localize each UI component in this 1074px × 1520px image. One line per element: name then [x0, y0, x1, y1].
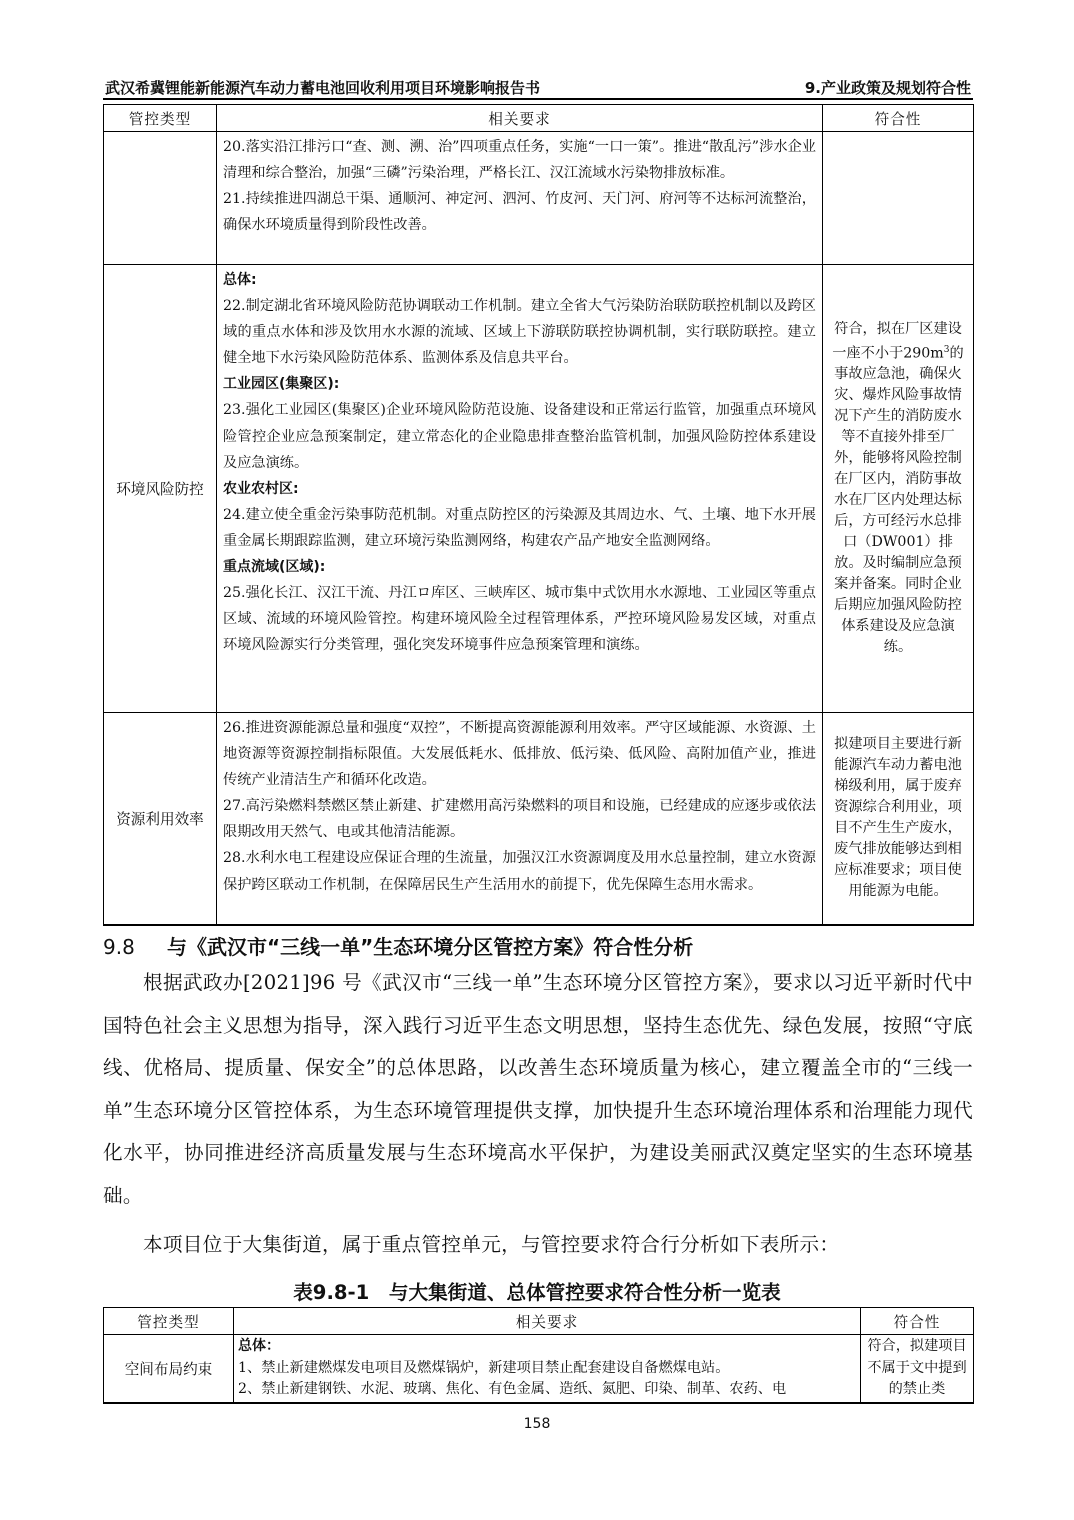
header-compliance: 符合性	[861, 1308, 974, 1335]
header-report-title: 武汉希冀锂能新能源汽车动力蓄电池回收利用项目环境影响报告书	[105, 79, 541, 97]
section-heading	[103, 931, 693, 960]
header-control-type: 管控类型	[104, 105, 217, 132]
requirements-cell	[234, 1335, 861, 1403]
requirement-item-22: 22.制定湖北省环境风险防范协调联动工作机制。建立全省大气污染防治联防联控机制以及跨区域的重点水体和涉及饮用水水源的流域、区域上下游联防联控协调机制，实行联防联控。建立健全地下水污染风险防范体系、监测体系及信息共平台。	[223, 298, 816, 367]
table-header-row	[104, 1308, 974, 1335]
requirement-item-2: 2、禁止新建钢铁、水泥、玻璃、焦化、有色金属、造纸、氮肥、印染、制革、农药、电	[238, 1381, 787, 1397]
requirements-cell	[217, 265, 823, 713]
header-requirements: 相关要求	[234, 1308, 861, 1335]
compliance-cell-risk	[823, 265, 974, 713]
header-requirements: 相关要求	[217, 105, 823, 132]
subheading-key-basin: 重点流域(区域):	[223, 559, 326, 576]
requirement-item-1: 1、禁止新建燃煤发电项目及燃煤锅炉，新建项目禁止配套建设自备燃煤电站。	[238, 1359, 730, 1376]
section-number: 9.8	[103, 935, 135, 959]
compliance-cell-resource: 拟建项目主要进行新能源汽车动力蓄电池梯级利用，属于废弃资源综合利用业，项目不产生生产废水，废气排放能够达到相应标准要求；项目使用能源为电能。	[823, 713, 974, 925]
compliance-text-a: 符合，拟在厂区建设一座不小于290m	[832, 320, 962, 362]
compliance-text-b: 的事故应急池，确保火灾、爆炸风险事故情况下产生的消防废水等不直接外排至厂外，能够将风险控制在厂区内，消防事故水在厂区内处理达标后，方可经污水总排口（DW001）排放。及时编制应急预案并备案。同时企业后期应加强风险防控体系建设及应急演练。	[834, 345, 964, 656]
requirement-item-25: 25.强化长江、汉江干流、丹江ロ库区、三峡库区、城市集中式饮用水水源地、工业园区等重点区域、流域的环境风险管控。构建环境风险全过程管理体系，严控环境风险易发区域，对重点环境风险源实行分类管理，强化突发环境事件应急预案管理和演练。	[223, 585, 816, 654]
subheading-overall: 总体:	[223, 272, 257, 288]
row-type-risk-control: 环境风险防控	[104, 265, 217, 713]
table-row	[104, 713, 974, 925]
compliance-cell: 符合，拟建项目不属于文中提到的禁止类	[861, 1335, 974, 1403]
compliance-superscript: 3	[943, 344, 950, 355]
subheading-overall: 总体：	[238, 1338, 280, 1354]
table-row	[104, 265, 974, 713]
page-number: 158	[523, 1416, 551, 1432]
body-paragraph-1: 根据武政办[2021]96 号《武汉市“三线一单”生态环境分区管控方案》，要求以习近平新时代中国特色社会主义思想为指导，深入践行习近平生态文明思想，坚持生态优先、绿色发展，按照“守底线、优格局、提质量、保安全”的总体思路，以改善生态环境质量为核心，建立覆盖全市的“三线一单”生态环境分区管控体系，为生态环境管理提供支撑，加快提升生态环境治理体系和治理能力现代化水平，协同推进经济高质量发展与生态环境高水平保护，为建设美丽武汉奠定坚实的生态环境基础。	[103, 971, 973, 1207]
header-compliance: 符合性	[823, 105, 974, 132]
table-row	[104, 132, 974, 265]
requirement-item-23: 23.强化工业园区(集聚区)企业环境风险防范设施、设备建设和正常运行监管，加强重点环境风险管控企业应急预案制定，建立常态化的企业隐患排查整治监管机制，加强风险防控体系建设及应急演练。	[223, 402, 816, 471]
requirement-item-20: 20.落实沿江排污口“查、测、溯、治”四项重点任务，实施“一口一策”。推进“散乱污”涉水企业清理和综合整治，加强“三磷”污染治理，严格长江、汉江流域水污染物排放标准。	[223, 139, 816, 182]
header-chapter-title: 9.产业政策及规划符合性	[804, 79, 971, 97]
page-header	[103, 76, 973, 100]
requirement-item-24: 24.建立使全重金污染事防范机制。对重点防控区的污染源及其周边水、气、土壤、地下水开展重金属长期跟踪监测，建立环境污染监测网络，构建农产品产地安全监测网络。	[223, 506, 816, 549]
subheading-industrial-park: 工业园区(集聚区):	[223, 376, 340, 393]
table-header-row	[104, 105, 974, 132]
row-type-resource-efficiency: 资源利用效率	[104, 713, 217, 925]
requirement-item-27: 27.高污染燃料禁燃区禁止新建、扩建燃用高污染燃料的项目和设施，已经建成的应逐步或依法限期改用天然气、电或其他清洁能源。	[223, 798, 816, 841]
requirement-item-21: 21.持续推进四湖总干渠、通顺河、神定河、泗河、竹皮河、天门河、府河等不达标河流整治，确保水环境质量得到阶段性改善。	[223, 191, 816, 234]
requirements-cell	[217, 713, 823, 925]
row-type-spatial-layout: 空间布局约束	[104, 1335, 234, 1403]
row-type-cell	[104, 132, 217, 265]
subheading-rural-area: 农业农村区:	[223, 480, 299, 497]
header-control-type: 管控类型	[104, 1308, 234, 1335]
section-title: 与《武汉市“三线一单”生态环境分区管控方案》符合性分析	[167, 935, 694, 959]
table-caption: 表9.8-1 与大集街道、总体管控要求符合性分析一览表	[293, 1281, 781, 1304]
compliance-cell	[823, 132, 974, 265]
requirement-item-26: 26.推进资源能源总量和强度“双控”，不断提高资源能源利用效率。严守区域能源、水资源、土地资源等资源控制指标限值。大发展低耗水、低排放、低污染、低风险、高附加值产业，推进传统产业清洁生产和循环化改造。	[223, 720, 816, 789]
body-paragraph-2: 本项目位于大集街道，属于重点管控单元，与管控要求符合行分析如下表所示：	[143, 1233, 840, 1256]
requirements-cell	[217, 132, 823, 265]
table-row	[104, 1335, 974, 1403]
control-requirements-table	[103, 104, 974, 926]
requirement-item-28: 28.水利水电工程建设应保证合理的生流量，加强汉江水资源调度及用水总量控制，建立水资源保护跨区联动工作机制，在保障居民生产生活用水的前提下，优先保障生态用水需求。	[223, 850, 816, 893]
district-control-table	[103, 1307, 974, 1404]
